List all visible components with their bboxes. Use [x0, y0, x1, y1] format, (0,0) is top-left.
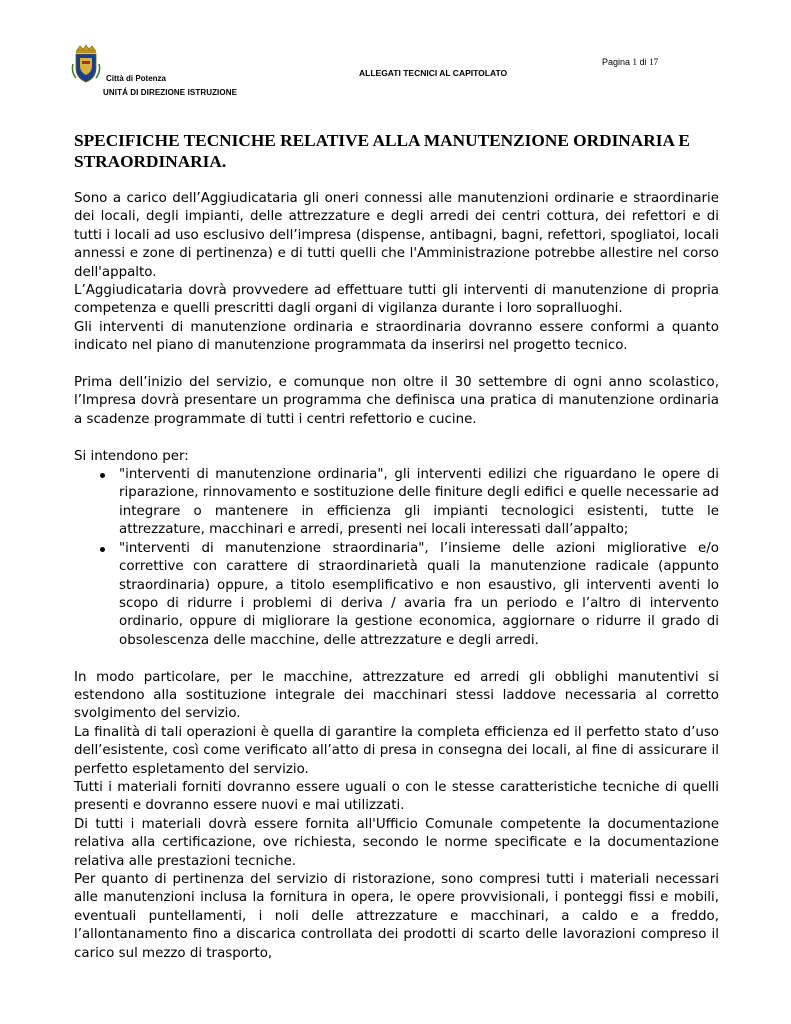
page-total: 17: [649, 57, 659, 67]
bullet-icon: [100, 473, 105, 478]
page-current: 1: [632, 57, 638, 67]
paragraph: Gli interventi di manutenzione ordinaria e straordinaria dovranno essere conformi a quanto indicato nel piano di manutenzione programmata da inserirsi nel progetto tecnico.: [74, 319, 719, 354]
paragraph: Di tutti i materiali dovrà essere fornita all'Ufficio Comunale competente la documentazione relativa alla certificazione, ove richiesta, secondo le norme specificate e la documentazione relativa alle prestazioni tecniche.: [74, 816, 719, 869]
section-title: SPECIFICHE TECNICHE RELATIVE ALLA MANUTENZIONE ORDINARIA E STRAORDINARIA.: [74, 131, 690, 171]
paragraph: Sono a carico dell’Aggiudicataria gli oneri connessi alle manutenzioni ordinarie e straordinarie dei locali, degli impianti, delle attrezzature e degli arredi dei centri cottura, dei refettori e di tutti i locali ad uso esclusivo dell’impresa (dispense, antibagni, bagni, refettori, spogliatoi, locali annessi e zone di pertinenza) e di tutti quelli che l'Amministrazione potrebbe allestire nel corso dell'appalto.: [74, 191, 719, 280]
paragraph: La finalità di tali operazioni è quella di garantire la completa efficienza ed il perfetto stato d’uso dell’esistente, così come verificato all’atto di presa in consegna dei locali, al fine di assicurare il perfetto espletamento del servizio.: [74, 724, 719, 777]
unit-name: UNITÁ DI DIREZIONE ISTRUZIONE: [103, 88, 238, 97]
list-item-text: "interventi di manutenzione straordinaria", l’insieme delle azioni migliorative e/o correttive con carattere di straordinarietà quali la manutenzione radicale (appunto straordinaria) oppure, a titolo esemplificativo e non esaustivo, gli interventi aventi lo scopo di ridurre i problemi di deriva / avaria fra un periodo e l’altro di intervento ordinario, oppure di migliorare la gestione economica, aggiornare o ridurre il grado di obsolescenza delle macchine, delle attrezzature e degli arredi.: [119, 540, 719, 648]
paragraph: L’Aggiudicataria dovrà provvedere ad effettuare tutti gli interventi di manutenzione di propria competenza e quelli prescritti dagli organi di vigilanza durante i loro sopralluoghi.: [74, 283, 719, 317]
list-item-text: "interventi di manutenzione ordinaria", gli interventi edilizi che riguardano le opere di riparazione, rinnovamento e sostituzione delle finiture degli edifici e quelle necessarie ad integrare o mantenere in efficienza gli impianti tecnologici esistenti, tutte le attrezzature, macchinari e arredi, presenti nei locali interessati dall’appalto;: [119, 467, 719, 538]
paragraph: Tutti i materiali forniti dovranno essere uguali o con le stesse caratteristiche tecniche di quelli presenti e dovranno essere nuovi e mai utilizzati.: [74, 779, 719, 814]
paragraph: Per quanto di pertinenza del servizio di ristorazione, sono compresi tutti i materiali necessari alle manutenzioni inclusa la fornitura in opera, le opere provvisionali, i ponteggi fissi e mobili, eventuali puntellamenti, i noli delle attrezzature e macchinari, a caldo e a freddo, l’allontanamento fino a discarica controllata dei prodotti di scarto delle lavorazioni compreso il carico sul mezzo di trasporto,: [74, 871, 719, 961]
paragraph: Prima dell’inizio del servizio, e comunque non oltre il 30 settembre di ogni anno scolastico, l’Impresa dovrà presentare un programma che definisca una pratica di manutenzione ordinaria a scadenze programmate di tutti i centri refettorio e cucine.: [74, 375, 719, 427]
city-name: Città di Potenza: [106, 74, 167, 83]
list-item: [74, 540, 719, 650]
page-prefix: Pagina: [602, 57, 631, 67]
document-header-title: ALLEGATI TECNICI AL CAPITOLATO: [359, 68, 508, 78]
definitions-list: [74, 466, 719, 650]
paragraph: Si intendono per:: [74, 448, 189, 464]
page-separator: di: [639, 57, 647, 67]
city-crest-icon: [71, 44, 101, 84]
paragraph: In modo particolare, per le macchine, attrezzature ed arredi gli obblighi manutentivi si estendono alla sostituzione integrale dei macchinari stessi laddove necessaria al corretto svolgimento del servizio.: [74, 669, 719, 722]
page-number: [602, 57, 658, 67]
document-body: [74, 190, 719, 963]
list-item: [74, 466, 719, 540]
bullet-icon: [100, 547, 105, 552]
